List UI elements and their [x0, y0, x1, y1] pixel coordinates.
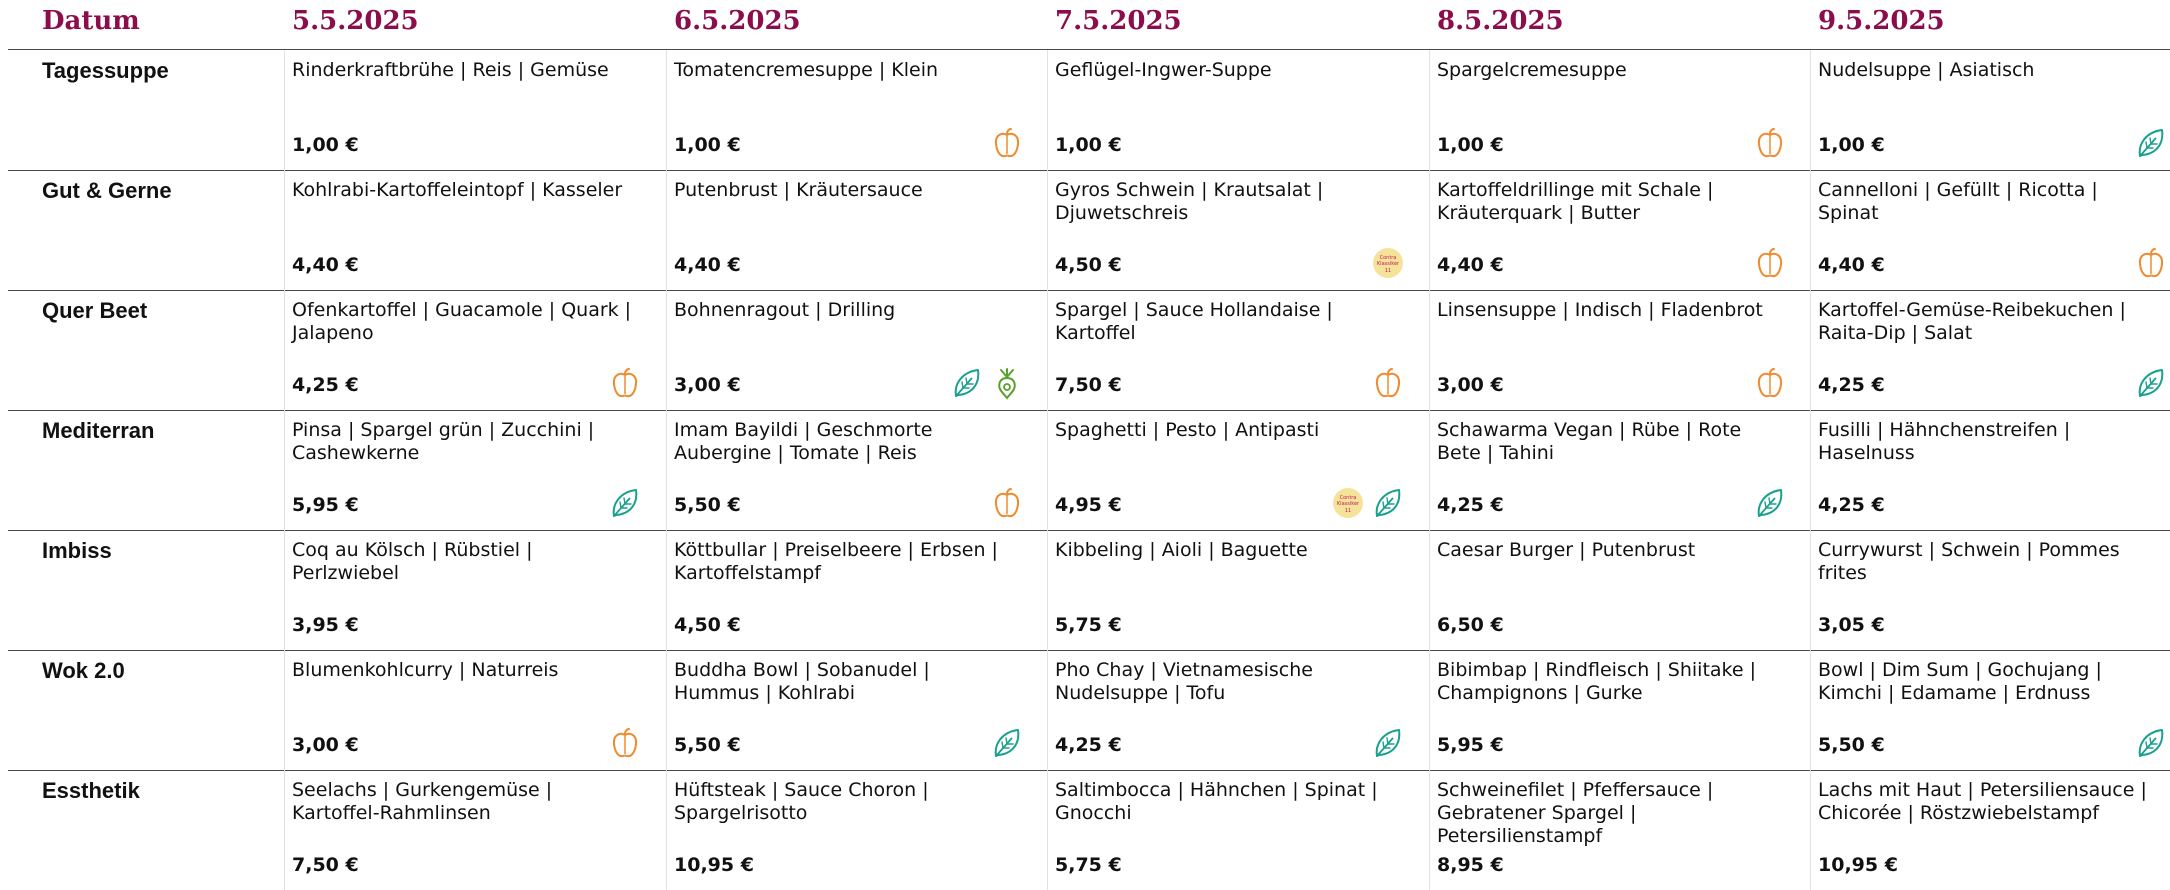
dish-name: Bowl | Dim Sum | Gochujang | Kimchi | Edamame | Erdnuss: [1818, 659, 2102, 704]
menu-cell: [1818, 290, 2168, 410]
menu-cell: [674, 410, 1024, 530]
price: 4,50 €: [674, 614, 741, 636]
classic-badge-icon: [1331, 486, 1365, 520]
dish-name: Linsensuppe | Indisch | Fladenbrot: [1437, 299, 1763, 321]
diet-icons: [1371, 364, 1405, 402]
price: 4,40 €: [1818, 254, 1885, 276]
price: 4,50 €: [1055, 254, 1122, 276]
price: 1,00 €: [674, 134, 741, 156]
price: 4,25 €: [1055, 734, 1122, 756]
svg-text:Contra: Contra: [1339, 495, 1357, 501]
menu-cell: [292, 50, 642, 170]
dish-name: Spargel | Sauce Hollandaise | Kartoffel: [1055, 299, 1333, 344]
price: 1,00 €: [292, 134, 359, 156]
diet-icons: [1371, 244, 1405, 282]
dish-name: Bohnenragout | Drilling: [674, 299, 896, 321]
dish-name: Schweinefilet | Pfeffersauce | Gebratener Spargel | Petersilienstampf: [1437, 779, 1714, 847]
menu-cell: [1818, 50, 2168, 170]
leaf-icon: [2134, 126, 2168, 160]
svg-text:Contra: Contra: [1379, 255, 1397, 261]
menu-cell: [1055, 50, 1405, 170]
pepper-icon: [2134, 246, 2168, 280]
pepper-icon: [990, 126, 1024, 160]
dish-name: Currywurst | Schwein | Pommes frites: [1818, 539, 2120, 584]
dish-name: Spaghetti | Pesto | Antipasti: [1055, 419, 1320, 441]
date-monday: 5.5.2025: [292, 6, 419, 36]
category-label: Tagessuppe: [42, 58, 169, 83]
dish-name: Saltimbocca | Hähnchen | Spinat | Gnocchi: [1055, 779, 1378, 824]
leaf-icon: [2134, 366, 2168, 400]
menu-cell: [1055, 650, 1405, 770]
leaf-icon: [990, 726, 1024, 760]
price: 3,00 €: [292, 734, 359, 756]
price: 10,95 €: [674, 854, 754, 876]
classic-badge-icon: [1371, 246, 1405, 280]
menu-cell: [1437, 290, 1787, 410]
price: 4,40 €: [674, 254, 741, 276]
dish-name: Imam Bayildi | Geschmorte Aubergine | Tomate | Reis: [674, 419, 933, 464]
pepper-icon: [990, 486, 1024, 520]
header-label: Datum: [42, 6, 140, 36]
menu-cell: [1437, 410, 1787, 530]
diet-icons: [1753, 364, 1787, 402]
price: 10,95 €: [1818, 854, 1898, 876]
menu-cell: [1818, 770, 2168, 890]
menu-cell: [292, 170, 642, 290]
diet-icons: [2134, 244, 2168, 282]
price: 1,00 €: [1818, 134, 1885, 156]
leaf-icon: [2134, 726, 2168, 760]
menu-cell: [1818, 530, 2168, 650]
dish-name: Pho Chay | Vietnamesische Nudelsuppe | Tofu: [1055, 659, 1313, 704]
pepper-icon: [1371, 366, 1405, 400]
diet-icons: [950, 364, 1024, 402]
menu-row: [0, 530, 2170, 650]
dish-name: Geflügel-Ingwer-Suppe: [1055, 59, 1272, 81]
diet-icons: [1371, 724, 1405, 762]
menu-cell: [1055, 290, 1405, 410]
pepper-icon: [608, 726, 642, 760]
price: 5,50 €: [674, 734, 741, 756]
price: 5,95 €: [292, 494, 359, 516]
diet-icons: [990, 724, 1024, 762]
diet-icons: [2134, 724, 2168, 762]
menu-row: [0, 770, 2170, 890]
menu-cell: [674, 650, 1024, 770]
svg-text:Klassiker: Klassiker: [1376, 261, 1400, 267]
svg-text:11: 11: [1344, 508, 1352, 514]
menu-cell: [674, 770, 1024, 890]
menu-cell: [1437, 650, 1787, 770]
svg-text:11: 11: [1384, 268, 1392, 274]
dish-name: Caesar Burger | Putenbrust: [1437, 539, 1696, 561]
price: 5,95 €: [1437, 734, 1504, 756]
date-tuesday: 6.5.2025: [674, 6, 801, 36]
price: 3,05 €: [1818, 614, 1885, 636]
menu-cell: [1818, 170, 2168, 290]
price: 5,75 €: [1055, 614, 1122, 636]
menu-cell: [1818, 650, 2168, 770]
diet-icons: [2134, 124, 2168, 162]
diet-icons: [1753, 244, 1787, 282]
menu-cell: [674, 530, 1024, 650]
leaf-icon: [608, 486, 642, 520]
menu-cell: [292, 410, 642, 530]
diet-icons: [990, 124, 1024, 162]
menu-cell: [1437, 170, 1787, 290]
dish-name: Seelachs | Gurkengemüse | Kartoffel-Rahmlinsen: [292, 779, 553, 824]
menu-cell: [1055, 770, 1405, 890]
category-label: Imbiss: [42, 538, 112, 563]
date-wednesday: 7.5.2025: [1055, 6, 1182, 36]
category-label: Essthetik: [42, 778, 140, 803]
price: 7,50 €: [1055, 374, 1122, 396]
diet-icons: [608, 724, 642, 762]
menu-row: [0, 50, 2170, 170]
price: 3,95 €: [292, 614, 359, 636]
category-label: Wok 2.0: [42, 658, 125, 683]
menu-row: [0, 290, 2170, 410]
price: 3,00 €: [674, 374, 741, 396]
pepper-icon: [608, 366, 642, 400]
menu-cell: [674, 290, 1024, 410]
menu-cell: [292, 530, 642, 650]
menu-cell: [1055, 170, 1405, 290]
price: 6,50 €: [1437, 614, 1504, 636]
price: 5,50 €: [1818, 734, 1885, 756]
diet-icons: [608, 484, 642, 522]
category-label: Quer Beet: [42, 298, 148, 323]
diet-icons: [990, 484, 1024, 522]
dish-name: Gyros Schwein | Krautsalat | Djuwetschreis: [1055, 179, 1324, 224]
date-friday: 9.5.2025: [1818, 6, 1945, 36]
category-label: Mediterran: [42, 418, 155, 443]
leaf-icon: [1371, 486, 1405, 520]
price: 4,25 €: [292, 374, 359, 396]
dish-name: Buddha Bowl | Sobanudel | Hummus | Kohlrabi: [674, 659, 930, 704]
dish-name: Kibbeling | Aioli | Baguette: [1055, 539, 1308, 561]
menu-row: [0, 410, 2170, 530]
dish-name: Cannelloni | Gefüllt | Ricotta | Spinat: [1818, 179, 2098, 224]
diet-icons: [2134, 364, 2168, 402]
menu-cell: [1437, 50, 1787, 170]
dish-name: Kartoffel-Gemüse-Reibekuchen | Raita-Dip | Salat: [1818, 299, 2126, 344]
dish-name: Köttbullar | Preiselbeere | Erbsen | Kartoffelstampf: [674, 539, 998, 584]
price: 4,40 €: [292, 254, 359, 276]
dish-name: Kartoffeldrillinge mit Schale | Kräuterquark | Butter: [1437, 179, 1714, 224]
diet-icons: [1331, 484, 1405, 522]
pepper-icon: [1753, 126, 1787, 160]
dish-name: Ofenkartoffel | Guacamole | Quark | Jalapeno: [292, 299, 632, 344]
dish-name: Hüftsteak | Sauce Choron | Spargelrisotto: [674, 779, 929, 824]
leaf-icon: [1753, 486, 1787, 520]
dish-name: Lachs mit Haut | Petersiliensauce | Chicorée | Röstzwiebelstampf: [1818, 779, 2147, 824]
price: 3,00 €: [1437, 374, 1504, 396]
dish-name: Tomatencremesuppe | Klein: [674, 59, 939, 81]
dish-name: Kohlrabi-Kartoffeleintopf | Kasseler: [292, 179, 623, 201]
menu-cell: [1437, 770, 1787, 890]
header-row: [0, 0, 2170, 48]
dish-name: Nudelsuppe | Asiatisch: [1818, 59, 2035, 81]
menu-cell: [674, 170, 1024, 290]
leaf-icon: [950, 366, 984, 400]
price: 4,95 €: [1055, 494, 1122, 516]
diet-icons: [1753, 484, 1787, 522]
dish-name: Coq au Kölsch | Rübstiel | Perlzwiebel: [292, 539, 533, 584]
menu-cell: [1055, 410, 1405, 530]
menu-cell: [292, 650, 642, 770]
price: 4,25 €: [1818, 494, 1885, 516]
dish-name: Rinderkraftbrühe | Reis | Gemüse: [292, 59, 609, 81]
dish-name: Bibimbap | Rindfleisch | Shiitake | Champignons | Gurke: [1437, 659, 1757, 704]
dish-name: Spargelcremesuppe: [1437, 59, 1627, 81]
dish-name: Schawarma Vegan | Rübe | Rote Bete | Tahini: [1437, 419, 1742, 464]
dish-name: Blumenkohlcurry | Naturreis: [292, 659, 559, 681]
dish-name: Pinsa | Spargel grün | Zucchini | Cashewkerne: [292, 419, 595, 464]
leaf-icon: [1371, 726, 1405, 760]
category-label: Gut & Gerne: [42, 178, 172, 203]
svg-text:Klassiker: Klassiker: [1336, 501, 1360, 507]
date-thursday: 8.5.2025: [1437, 6, 1564, 36]
price: 1,00 €: [1055, 134, 1122, 156]
price: 8,95 €: [1437, 854, 1504, 876]
menu-cell: [1055, 530, 1405, 650]
dish-name: Fusilli | Hähnchenstreifen | Haselnuss: [1818, 419, 2071, 464]
price: 5,75 €: [1055, 854, 1122, 876]
menu-cell: [674, 50, 1024, 170]
price: 7,50 €: [292, 854, 359, 876]
menu-cell: [292, 290, 642, 410]
diet-icons: [608, 364, 642, 402]
price: 4,40 €: [1437, 254, 1504, 276]
price: 4,25 €: [1437, 494, 1504, 516]
beet-icon: [990, 366, 1024, 400]
menu-row: [0, 650, 2170, 770]
diet-icons: [1753, 124, 1787, 162]
menu-row: [0, 170, 2170, 290]
menu-cell: [1437, 530, 1787, 650]
price: 1,00 €: [1437, 134, 1504, 156]
dish-name: Putenbrust | Kräutersauce: [674, 179, 923, 201]
pepper-icon: [1753, 246, 1787, 280]
menu-cell: [292, 770, 642, 890]
price: 5,50 €: [674, 494, 741, 516]
pepper-icon: [1753, 366, 1787, 400]
price: 4,25 €: [1818, 374, 1885, 396]
menu-cell: [1818, 410, 2168, 530]
